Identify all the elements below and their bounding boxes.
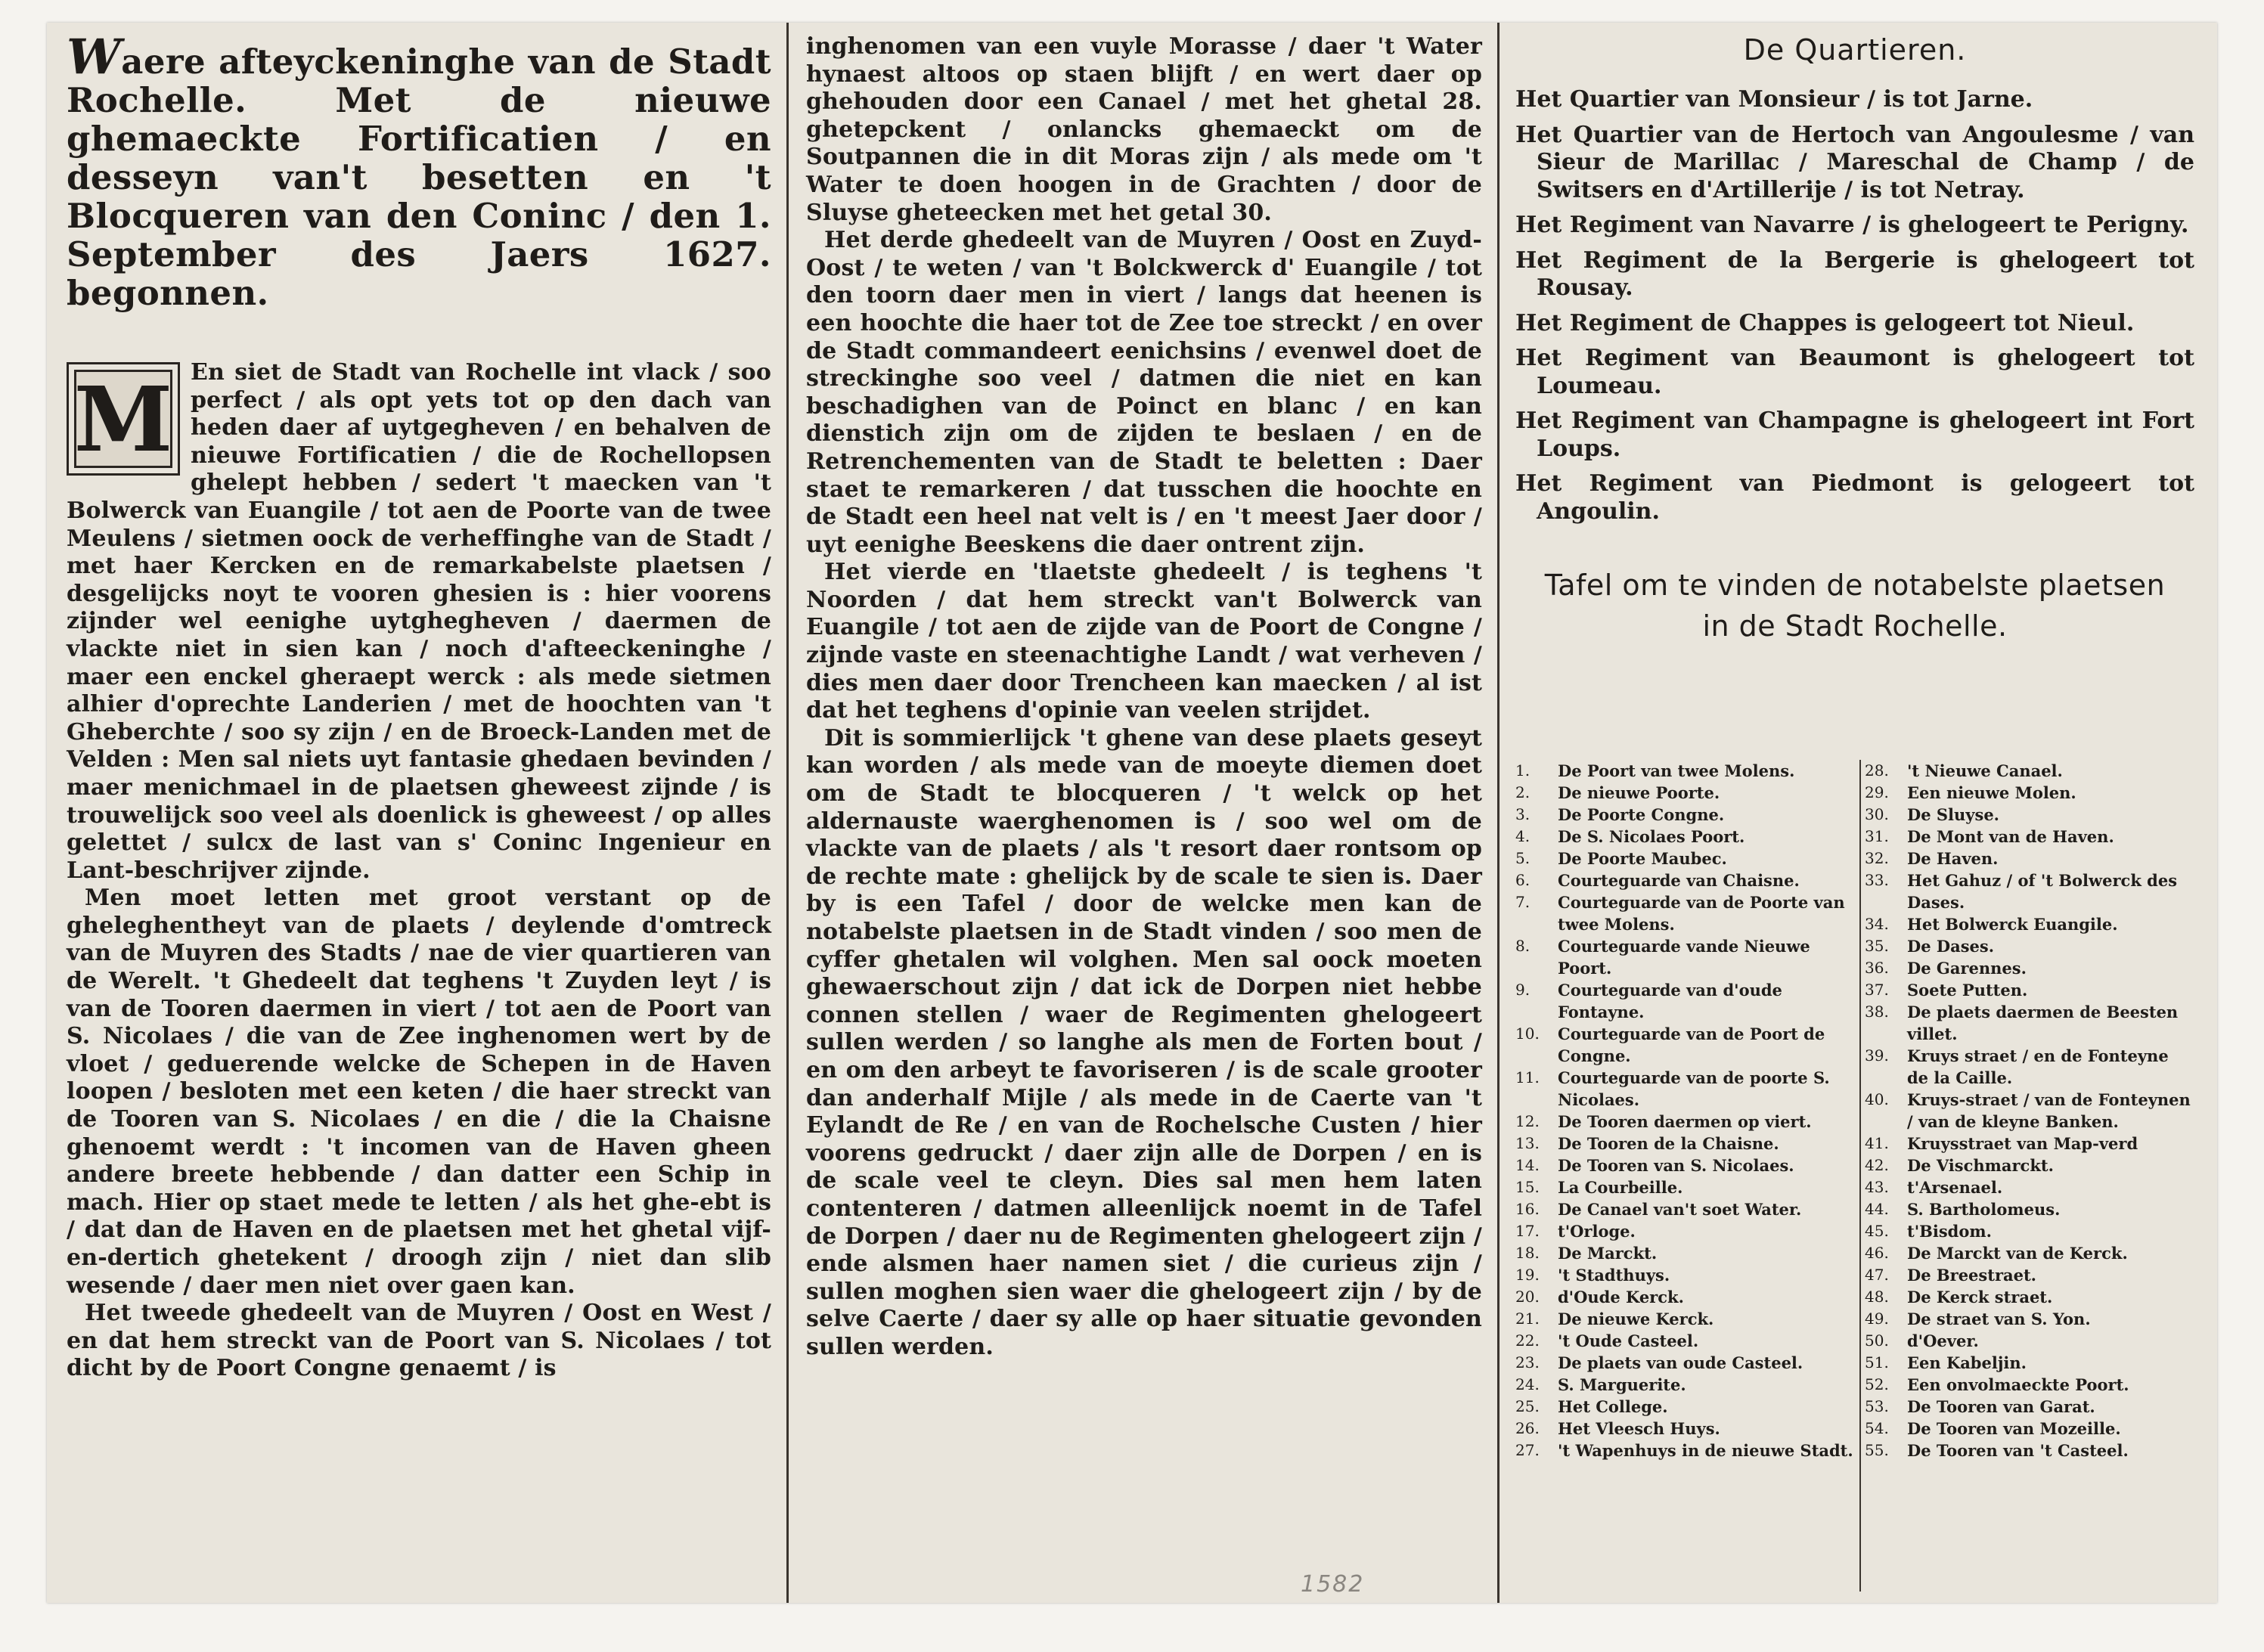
index-entry (1515, 848, 1862, 869)
index-number: 46. (1865, 1244, 1889, 1262)
index-label: De Garennes. (1907, 959, 2027, 978)
index-label: Het Bolwerck Euangile. (1907, 915, 2118, 934)
quartier-item: Het Regiment van Beaumont is ghelogeert tot Loumeau. (1515, 345, 2194, 399)
index-entry (1865, 1045, 2194, 1089)
index-entry (1865, 1374, 2194, 1396)
index-number: 42. (1865, 1156, 1889, 1174)
index-entry (1515, 1067, 1862, 1111)
index-entry (1515, 891, 1862, 935)
ornamental-drop-cap: M (67, 362, 180, 476)
index-label: De Sluyse. (1907, 805, 1999, 824)
index-entry (1865, 1286, 2194, 1308)
title-initial: W (67, 29, 122, 85)
index-number: 27. (1515, 1441, 1540, 1459)
index-label: Kruys-straet / van de Fonteynen / van de kleyne Banken. (1907, 1090, 2191, 1131)
paragraph: Dit is sommierlijck 't ghene van dese plaets geseyt kan worden / als mede van de moeyte diemen doet om de Stadt te blocqueren / 't welck op het aldernauste waerghenomen is / soo wel om de vlackte van de plaets / als 't resort daer rontsom op de rechte mate : ghelijck by de scale te sien is. Daer by is een Tafel / door de welcke men kan de notabelste plaetsen in de Stadt vinden / soo men de cyffer ghetalen wil volghen. Men sal oock moeten ghewaerschout zijn / dat ick de Dorpen niet hebbe connen stellen / waer de Regimenten ghelogeert sullen werden / so langhe als men de Forten bout / en om den arbeyt te favoriseren / is de scale grooter dan anderhalf Mijle / als mede in de Caerte van 't Eylandt de Re / en van de Rochelsche Custen / hier voorens gedruckt / daer zijn alle de Dorpen / en is de scale veel te cleyn. Dies sal men hem laten contenteren / datmen alleenlijck noemt in de Tafel de Dorpen / daer nu de Regimenten ghelogeert zijn / ende alsmen haer namen siet / die curieus zijn / sullen moghen sien waer die ghelogeert zijn / by de selve Caerte / daer sy alle op haer situatie gevonden sullen werden. (806, 724, 1482, 1360)
index-number: 19. (1515, 1266, 1540, 1284)
index-label: De Tooren van Garat. (1907, 1397, 2095, 1416)
index-number: 14. (1515, 1156, 1540, 1174)
index-number: 52. (1865, 1375, 1889, 1393)
index-entry (1515, 782, 1862, 804)
index-label: De Mont van de Haven. (1907, 827, 2114, 846)
index-label: d'Oever. (1907, 1331, 1979, 1350)
index-label: 't Oude Casteel. (1558, 1331, 1699, 1350)
index-number: 2. (1515, 783, 1531, 801)
paragraph: Men moet letten met groot verstant op de gheleghentheyt van de plaets / deylende d'omtreck van de Muyren des Stadts / nae de vier quartieren van de Werelt. 't Ghedeelt dat teghens 't Zuyden leyt / is van de Tooren daermen in viert / tot aen de Poort van S. Nicolaes / die van de Zee inghenomen wert by de vloet / geduerende welcke de Schepen in de Haven loopen / besloten met een keten / die haer streckt van de Tooren van S. Nicolaes / en die / die la Chaisne ghenoemt werdt : 't incomen van de Haven gheen andere breete hebbende / dan datter een Schip in mach. Hier op staet mede te letten / als het ghe-ebt is / dat dan de Haven en de plaetsen met het ghetal vijf-en-dertich ghetekent / droogh zijn / niet dan slib wesende / daer men niet over gaen kan. (67, 885, 771, 1299)
index-label: 't Nieuwe Canael. (1907, 761, 2063, 780)
index-entry (1515, 1396, 1862, 1418)
index-entry (1865, 1418, 2194, 1440)
index-entry (1865, 1198, 2194, 1220)
index-number: 40. (1865, 1090, 1889, 1108)
index-label: Een nieuwe Molen. (1907, 783, 2076, 802)
quartier-item: Het Quartier van Monsieur / is tot Jarne. (1515, 86, 2033, 113)
paragraph: Het tweede ghedeelt van de Muyren / Oost en West / en dat hem streckt van de Poort van S. Nicolaes / tot dicht by de Poort Congne genaemt / is (67, 1300, 771, 1382)
quartier-item: Het Regiment van Piedmont is gelogeert tot Angoulin. (1515, 470, 2194, 525)
index-number: 12. (1515, 1112, 1540, 1130)
index-label: De Tooren van 't Casteel. (1907, 1441, 2129, 1460)
index-entry (1865, 826, 2194, 848)
quartier-item: Het Regiment van Navarre / is ghelogeert te Perigny. (1515, 212, 2189, 238)
right-column (1499, 23, 2217, 1603)
index-number: 41. (1865, 1134, 1889, 1152)
index-entry (1865, 1264, 2194, 1286)
quartieren-heading: De Quartieren. (1743, 33, 1967, 67)
index-number: 1. (1515, 761, 1531, 780)
index-number: 38. (1865, 1003, 1889, 1021)
index-number: 24. (1515, 1375, 1540, 1393)
index-label: De Poorte Congne. (1558, 805, 1725, 824)
index-label: 't Wapenhuys in de nieuwe Stadt. (1558, 1441, 1853, 1460)
index-entry (1865, 1001, 2194, 1045)
index-number: 16. (1515, 1200, 1540, 1218)
index-label: Courteguarde van de Poort de Congne. (1558, 1024, 1825, 1065)
index-number: 25. (1515, 1397, 1540, 1415)
index-number: 36. (1865, 959, 1889, 977)
index-number: 34. (1865, 915, 1889, 933)
index-entry (1515, 1286, 1862, 1308)
index-number: 47. (1865, 1266, 1889, 1284)
index-entry (1515, 935, 1862, 979)
index-number: 51. (1865, 1353, 1889, 1372)
newspaper-sheet (47, 23, 2217, 1603)
index-entry (1515, 1330, 1862, 1352)
index-number: 55. (1865, 1441, 1889, 1459)
tafel-heading-line: Tafel om te vinden de notabelste plaetsen (1544, 569, 2166, 602)
index-label: De Tooren van Mozeille. (1907, 1419, 2121, 1438)
index-label: De Tooren daermen op viert. (1558, 1112, 1812, 1131)
index-number: 50. (1865, 1331, 1889, 1350)
index-label: De Breestraet. (1907, 1266, 2036, 1285)
index-label: 't Stadthuys. (1558, 1266, 1670, 1285)
index-number: 43. (1865, 1178, 1889, 1196)
index-label: De Tooren de la Chaisne. (1558, 1134, 1779, 1153)
paragraph: inghenomen van een vuyle Morasse / daer 't Water hynaest altoos op staen blijft / en wert daer op ghehouden door een Canael / met het ghetal 28. ghetepckent / onlancks ghemaeckt om de Soutpannen die in dit Moras zijn / als mede om 't Water te doen hoogen in de Grachten / door de Sluyse gheteecken met het getal 30. (806, 33, 1482, 226)
index-entry (1515, 1352, 1862, 1374)
index-label: De nieuwe Poorte. (1558, 783, 1720, 802)
index-entry (1515, 1440, 1862, 1461)
index-right-list (1865, 760, 2194, 1461)
index-entry (1515, 1242, 1862, 1264)
index-entry (1515, 1220, 1862, 1242)
index-number: 44. (1865, 1200, 1889, 1218)
index-label: De plaets daermen de Beesten villet. (1907, 1003, 2179, 1043)
index-entry (1515, 1264, 1862, 1286)
index-entry (1515, 1023, 1862, 1067)
index-entry (1515, 979, 1862, 1023)
index-label: De S. Nicolaes Poort. (1558, 827, 1745, 846)
index-number: 18. (1515, 1244, 1540, 1262)
index-entry (1865, 957, 2194, 979)
index-entry (1865, 1155, 2194, 1176)
index-number: 3. (1515, 805, 1531, 823)
index-label: Het Vleesch Huys. (1558, 1419, 1720, 1438)
index-left-list (1515, 760, 1862, 1461)
index-label: Courteguarde van de Poorte van twee Molens. (1558, 893, 1845, 934)
index-label: De nieuwe Kerck. (1558, 1310, 1714, 1328)
index-number: 15. (1515, 1178, 1540, 1196)
title-text: aere afteyckeninghe van de Stadt Rochelle. Met de nieuwe ghemaeckte Fortificatien / en desseyn van't besetten en 't Blocqueren van den Coninc / den 1. September des Jaers 1627. begonnen. (67, 42, 771, 313)
index-label: De Canael van't soet Water. (1558, 1200, 1802, 1219)
index-number: 31. (1865, 827, 1889, 845)
index-entry (1865, 1242, 2194, 1264)
index-entry (1865, 1133, 2194, 1155)
index-number: 20. (1515, 1288, 1540, 1306)
index-label: De Marckt. (1558, 1244, 1658, 1263)
index-entry (1865, 1352, 2194, 1374)
index-entry (1515, 1198, 1862, 1220)
index-label: Het Gahuz / of 't Bolwerck des Dases. (1907, 871, 2178, 912)
paragraph: Het derde ghedeelt van de Muyren / Oost en Zuyd-Oost / te weten / van 't Bolckwerck d' Euangile / tot den toorn daer men in viert / langs dat heenen is een hoochte die haer tot de Zee toe streckt / en over de Stadt commandeert eenichsins / evenwel doet de streckinghe soo veel / datmen die niet en kan beschadighen van de Poinct en blanc / en kan dienstich zijn om de zijden te beslaen / en de Retrenchementen van de Stadt te beletten : Daer staet te remarkeren / dat tusschen die hoochte en de Stadt een heel nat velt is / en 't meest Jaer door / uyt eenighe Beeskens die daer ontrent zijn. (806, 227, 1482, 558)
middle-column (788, 23, 1499, 1603)
paragraph: En siet de Stadt van Rochelle int vlack / soo perfect / als opt yets tot op den dach van heden daer af uytgegheven / en behalven de nieuwe Fortificatien / die de Rochellopsen ghelept hebben / sedert 't maecken van 't Bolwerck van Euangile / tot aen de Poorte van de twee Meulens / sietmen oock de verheffinghe van de Stadt / met haer Kercken en de remarkabelste plaetsen / desgelijcks noyt te vooren ghesien is : hier voorens zijnder wel eenighe uytghegheven / daermen de vlackte niet in sien kan / noch d'afteeckeninghe / maer een enckel gheraept werck : als mede sietmen alhier d'oprechte Landerien / met de hoochten van 't Gheberchte / soo sy zijn / en de Broeck-Landen met de Velden : Men sal niets uyt fantasie ghedaen bevinden / maer menichmael in de plaetsen gheweest zijnde / is trouwelijck soo veel als doenlick is gheweest / op alles gelettet / sulcx de last van s' Coninc Ingenieur en Lant-beschrijver zijnde. (67, 359, 771, 884)
index-label: S. Bartholomeus. (1907, 1200, 2061, 1219)
index-number: 48. (1865, 1288, 1889, 1306)
index-number: 33. (1865, 871, 1889, 889)
index-label: Kruysstraet van Map-verd (1907, 1134, 2138, 1153)
index-number: 35. (1865, 937, 1889, 955)
index-number: 13. (1515, 1134, 1540, 1152)
index-label: S. Marguerite. (1558, 1375, 1686, 1394)
index-number: 23. (1515, 1353, 1540, 1372)
index-label: De Haven. (1907, 849, 1999, 868)
index-number: 45. (1865, 1222, 1889, 1240)
index-entry (1865, 913, 2194, 935)
index-label: De Marckt van de Kerck. (1907, 1244, 2128, 1263)
index-entry (1515, 1133, 1862, 1155)
index-entry (1865, 804, 2194, 826)
index-label: Courteguarde van de poorte S. Nicolaes. (1558, 1068, 1830, 1109)
index-label: De Poort van twee Molens. (1558, 761, 1795, 780)
index-entry (1515, 826, 1862, 848)
index-entry (1865, 760, 2194, 782)
index-entry (1515, 760, 1862, 782)
index-label: Een onvolmaeckte Poort. (1907, 1375, 2129, 1394)
tafel-heading (1515, 565, 2194, 646)
index-label: De straet van S. Yon. (1907, 1310, 2091, 1328)
index-label: Courteguarde vande Nieuwe Poort. (1558, 937, 1810, 978)
index-label: De plaets van oude Casteel. (1558, 1353, 1803, 1372)
index-label: De Kerck straet. (1907, 1288, 2053, 1306)
index-entry (1515, 1418, 1862, 1440)
archive-number: 1582 (1301, 1571, 1365, 1598)
index-entry (1865, 1440, 2194, 1461)
index-number: 54. (1865, 1419, 1889, 1437)
index-entry (1515, 1308, 1862, 1330)
index-number: 17. (1515, 1222, 1540, 1240)
quartier-item: Het Regiment van Champagne is ghelogeert int Fort Loups. (1515, 408, 2194, 462)
index-entry (1865, 1220, 2194, 1242)
index-label: Het College. (1558, 1397, 1668, 1416)
index-entry (1865, 1089, 2194, 1133)
index-entry (1865, 1308, 2194, 1330)
index-number: 6. (1515, 871, 1531, 889)
tafel-heading-line: in de Stadt Rochelle. (1702, 609, 2008, 643)
index-entry (1865, 848, 2194, 869)
index-number: 32. (1865, 849, 1889, 867)
index-number: 8. (1515, 937, 1531, 955)
index-entry (1865, 1330, 2194, 1352)
index-entry (1865, 1396, 2194, 1418)
index-number: 49. (1865, 1310, 1889, 1328)
index-label: t'Arsenael. (1907, 1178, 2003, 1197)
index-entry (1515, 1155, 1862, 1176)
index-entry (1515, 804, 1862, 826)
paragraph: Het vierde en 'tlaetste ghedeelt / is teghens 't Noorden / dat hem streckt van't Bolwerck van Euangile / tot aen de zijde van de Poort de Congne / zijnde vaste en steenachtighe Landt / wat verheven / dies men daer door Trencheen kan maecken / al ist dat het teghens d'opinie van veelen strijdet. (806, 559, 1482, 724)
index-entry (1865, 979, 2194, 1001)
index-number: 39. (1865, 1046, 1889, 1065)
index-number: 30. (1865, 805, 1889, 823)
index-number: 11. (1515, 1068, 1540, 1086)
index-entry (1515, 869, 1862, 891)
index-entry (1865, 782, 2194, 804)
index-label: De Dases. (1907, 937, 1995, 956)
index-label: De Poorte Maubec. (1558, 849, 1727, 868)
index-entry (1515, 1111, 1862, 1133)
index-number: 29. (1865, 783, 1889, 801)
index-number: 28. (1865, 761, 1889, 780)
index-number: 26. (1515, 1419, 1540, 1437)
index-number: 9. (1515, 981, 1531, 999)
left-column (47, 23, 788, 1603)
index-label: De Tooren van S. Nicolaes. (1558, 1156, 1794, 1175)
index-entry (1865, 869, 2194, 913)
index-label: Courteguarde van d'oude Fontayne. (1558, 981, 1782, 1021)
index-number: 37. (1865, 981, 1889, 999)
index-label: Soete Putten. (1907, 981, 2028, 1000)
quartier-item: Het Regiment de la Bergerie is ghelogeert tot Rousay. (1515, 246, 2194, 301)
index-number: 5. (1515, 849, 1531, 867)
index-label: Kruys straet / en de Fonteyne de la Caille. (1907, 1046, 2169, 1087)
index-label: t'Bisdom. (1907, 1222, 1992, 1241)
index-number: 21. (1515, 1310, 1540, 1328)
index-entry (1865, 1176, 2194, 1198)
index-label: Courteguarde van Chaisne. (1558, 871, 1800, 890)
index-number: 53. (1865, 1397, 1889, 1415)
quartier-item: Het Quartier van de Hertoch van Angoulesme / van Sieur de Marillac / Mareschal de Champ / de Switsers en d'Artillerije / is tot Netray. (1515, 121, 2194, 203)
index-label: De Vischmarckt. (1907, 1156, 2054, 1175)
index-number: 4. (1515, 827, 1531, 845)
quartier-item: Het Regiment de Chappes is gelogeert tot Nieul. (1515, 309, 2135, 336)
index-entry (1865, 935, 2194, 957)
index-label: d'Oude Kerck. (1558, 1288, 1684, 1306)
index-number: 10. (1515, 1024, 1540, 1043)
index-label: t'Orloge. (1558, 1222, 1636, 1241)
index-entry (1515, 1176, 1862, 1198)
index-label: La Courbeille. (1558, 1178, 1683, 1197)
index-entry (1515, 1374, 1862, 1396)
index-number: 22. (1515, 1331, 1540, 1350)
index-number: 7. (1515, 893, 1531, 911)
document-title (67, 29, 771, 313)
index-label: Een Kabeljin. (1907, 1353, 2027, 1372)
